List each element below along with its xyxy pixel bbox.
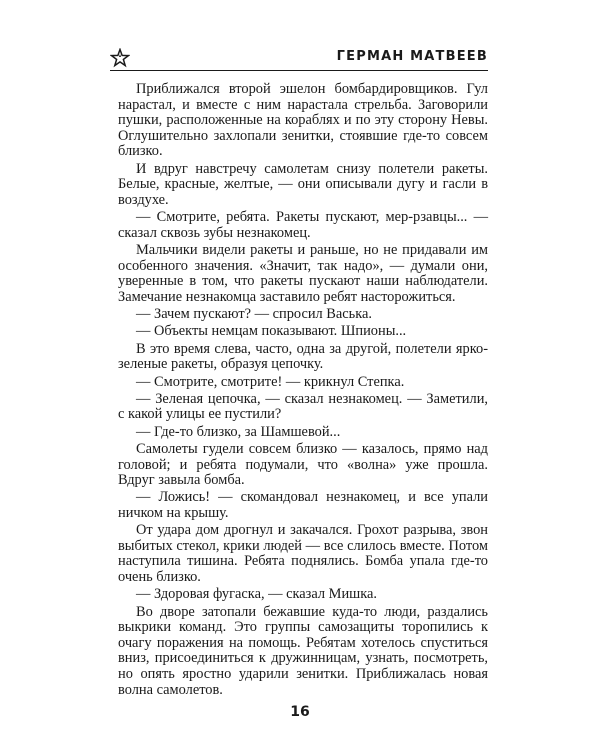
paragraph: В это время слева, часто, одна за другой, полетели ярко-зеленые ракеты, образуя цепочку.	[118, 340, 488, 373]
paragraph: — Смотрите, смотрите! — крикнул Степка.	[136, 373, 405, 390]
paragraph: Мальчики видели ракеты и раньше, но не придавали им особенного значения. «Значит, так надо», — думали они, уверенные в том, что ракеты пускают наши наблюдатели. Замечание незнакомца заставило ребят насторожиться.	[118, 242, 488, 305]
paragraph: Приближался второй эшелон бомбардировщиков. Гул нарастал, и вместе с ним нарастала стрельба. Заговорили пушки, расположенные на кораблях и по эту сторону Невы. Оглушительно захлопали зенитки, стоявшие где-то совсем близко.	[118, 81, 488, 160]
paragraph: От удара дом дрогнул и закачался. Грохот разрыва, звон выбитых стекол, крики людей — все слилось вместе. Потом наступила тишина. Ребята поднялись. Бомба упала где-то очень близко.	[118, 522, 488, 586]
paragraph: Во дворе затопали бежавшие куда-то люди, раздались выкрики команд. Это группы самозащиты торопились к очагу поражения на помощь. Ребятам хотелось спуститься вниз, присоединиться к дружинницам, узнать, посмотреть, но опять яростно ударили зенитки. Приближалась новая волна самолетов.	[118, 603, 488, 698]
star-icon	[110, 48, 130, 68]
paragraph: — Зачем пускают? — спросил Васька.	[136, 306, 373, 323]
paragraph: И вдруг навстречу самолетам снизу полетели ракеты. Белые, красные, желтые, — они описывали дугу и гасли в воздухе.	[118, 160, 488, 208]
body-text	[118, 82, 488, 700]
paragraph: — Объекты немцам показывают. Шпионы...	[136, 323, 407, 340]
paragraph: Самолеты гудели совсем близко — казалось, прямо над головой; и ребята подумали, что «волна» уже прошла. Вдруг завыла бомба.	[118, 440, 488, 489]
paragraph: — Зеленая цепочка, — сказал незнакомец. — Заметили, с какой улицы ее пустили?	[118, 390, 488, 423]
paragraph: — Смотрите, ребята. Ракеты пускают, мер-рзавцы... — сказал сквозь зубы незнакомец.	[118, 209, 488, 241]
running-header	[110, 48, 488, 72]
paragraph: — Где-то близко, за Шамшевой...	[136, 423, 341, 440]
page-number: 16	[290, 704, 310, 720]
author-name: ГЕРМАН МАТВЕЕВ	[336, 49, 488, 64]
paragraph: — Здоровая фугаска, — сказал Мишка.	[136, 586, 377, 603]
header-rule	[110, 70, 488, 71]
paragraph: — Ложись! — скомандовал незнакомец, и все упали ничком на крышу.	[118, 489, 488, 521]
